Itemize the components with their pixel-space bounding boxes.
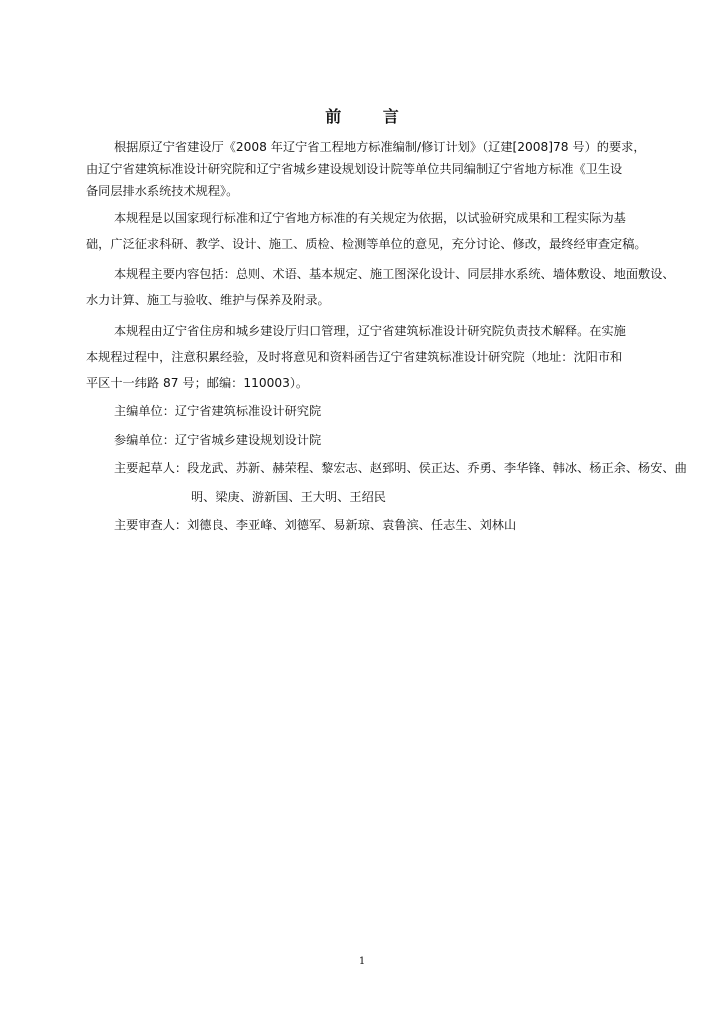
paragraph-line: 备同层排水系统技术规程》。 bbox=[86, 184, 239, 198]
paragraph-line: 本规程过程中，注意积累经验，及时将意见和资料函告辽宁省建筑标准设计研究院（地址：沈阳市和 bbox=[86, 350, 623, 364]
paragraph-line: 础，广泛征求科研、教学、设计、施工、质检、检测等单位的意见，充分讨论、修改，最终经审查定稿。 bbox=[86, 237, 647, 251]
chief-editor-unit: 主编单位：辽宁省建筑标准设计研究院 bbox=[114, 404, 322, 418]
paragraph-management bbox=[86, 318, 666, 396]
participating-unit: 参编单位：辽宁省城乡建设规划设计院 bbox=[114, 433, 322, 447]
paragraph-basis bbox=[86, 205, 666, 257]
drafters-line-1: 主要起草人：段龙武、苏新、赫荣程、黎宏志、赵郅明、侯正达、乔勇、李华锋、韩冰、杨正余、杨安、曲 bbox=[114, 461, 687, 475]
paragraph-contents bbox=[86, 261, 675, 313]
paragraph-line: 本规程由辽宁省住房和城乡建设厅归口管理，辽宁省建筑标准设计研究院负责技术解释。在实施 bbox=[114, 324, 626, 338]
page-number: 1 bbox=[358, 956, 366, 967]
paragraph-plan-basis bbox=[86, 136, 666, 202]
paragraph-line: 本规程主要内容包括：总则、术语、基本规定、施工图深化设计、同层排水系统、墙体敷设、地面敷设、 bbox=[114, 267, 675, 281]
paragraph-line: 本规程是以国家现行标准和辽宁省地方标准的有关规定为依据，以试验研究成果和工程实际为基 bbox=[114, 211, 626, 225]
paragraph-line: 平区十一纬路 87 号；邮编：110003）。 bbox=[86, 376, 309, 390]
paragraph-line: 由辽宁省建筑标准设计研究院和辽宁省城乡建设规划设计院等单位共同编制辽宁省地方标准《卫生设 bbox=[86, 162, 623, 176]
drafters-line-2: 明、梁庚、游新国、王大明、王绍民 bbox=[191, 490, 386, 504]
page-title: 前 言 bbox=[325, 107, 417, 126]
paragraph-line: 根据原辽宁省建设厅《2008 年辽宁省工程地方标准编制/修订计划》（辽建[2008]78 号）的要求， bbox=[114, 140, 646, 154]
reviewers: 主要审查人：刘德良、李亚峰、刘德军、易新琼、袁鲁滨、任志生、刘林山 bbox=[114, 518, 517, 532]
paragraph-line: 水力计算、施工与验收、维护与保养及附录。 bbox=[86, 293, 330, 307]
